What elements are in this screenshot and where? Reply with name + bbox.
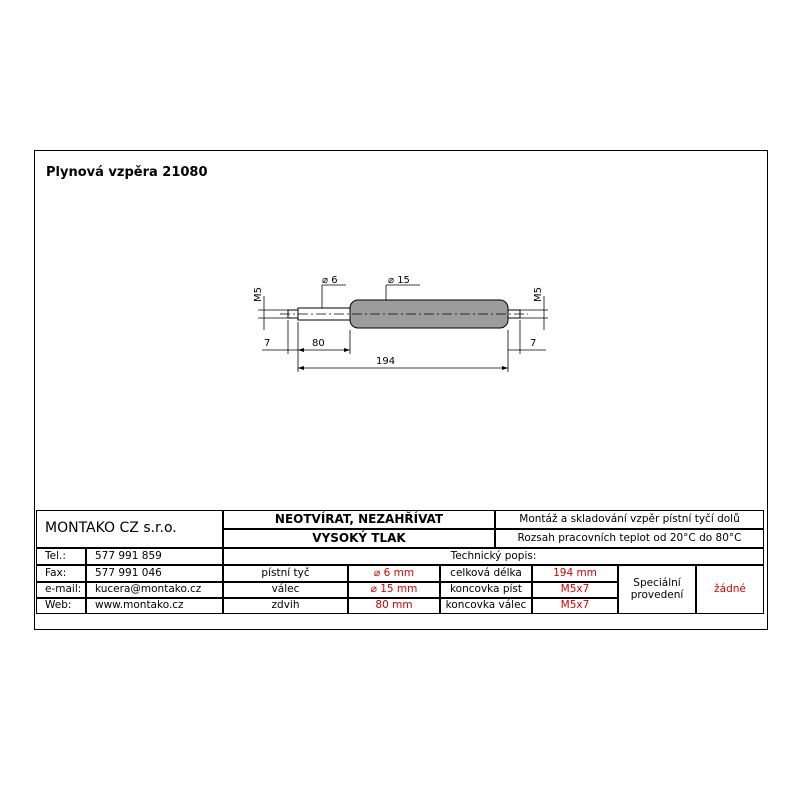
spec-value: 80 mm — [348, 598, 440, 614]
spec-label: koncovka válec — [440, 598, 532, 614]
spec-value: 194 mm — [532, 565, 618, 582]
dim-total: 194 — [376, 356, 396, 367]
spec-value: ⌀ 15 mm — [348, 582, 440, 598]
contact-label: Fax: — [36, 565, 86, 582]
contact-label: e-mail: — [36, 582, 86, 598]
note-line-1: Montáž a skladování vzpěr pístní tyčí dolů — [495, 510, 764, 529]
contact-value: 577 991 859 — [86, 548, 223, 565]
dim-cylinder-diameter: ⌀ 15 — [388, 275, 410, 286]
spec-label: pístní tyč — [223, 565, 348, 582]
drawing-title: Plynová vzpěra 21080 — [46, 165, 208, 180]
dim-stroke: 80 — [312, 338, 325, 349]
spec-value: ⌀ 6 mm — [348, 565, 440, 582]
dim-rod-diameter: ⌀ 6 — [322, 275, 338, 286]
special-version-value: žádné — [696, 565, 764, 614]
contact-value: www.montako.cz — [86, 598, 223, 614]
title-block — [36, 510, 764, 614]
dim-left-end: 7 — [264, 338, 271, 349]
warning-line-2: VYSOKÝ TLAK — [223, 529, 495, 548]
dim-right-end: 7 — [530, 338, 537, 349]
spec-value: M5x7 — [532, 582, 618, 598]
contact-label: Web: — [36, 598, 86, 614]
technical-description-header: Technický popis: — [223, 548, 764, 565]
contact-value: kucera@montako.cz — [86, 582, 223, 598]
spec-label: zdvih — [223, 598, 348, 614]
dim-right-thread: M5 — [533, 287, 544, 302]
special-version-label: Speciální provedení — [618, 565, 696, 614]
spec-value: M5x7 — [532, 598, 618, 614]
dim-left-thread: M5 — [253, 287, 264, 302]
contact-value: 577 991 046 — [86, 565, 223, 582]
company-name: MONTAKO CZ s.r.o. — [36, 510, 223, 548]
warning-line-1: NEOTVÍRAT, NEZAHŘÍVAT — [223, 510, 495, 529]
spec-label: celková délka — [440, 565, 532, 582]
spec-label: válec — [223, 582, 348, 598]
contact-label: Tel.: — [36, 548, 86, 565]
spec-label: koncovka píst — [440, 582, 532, 598]
note-line-2: Rozsah pracovních teplot od 20°C do 80°C — [495, 529, 764, 548]
